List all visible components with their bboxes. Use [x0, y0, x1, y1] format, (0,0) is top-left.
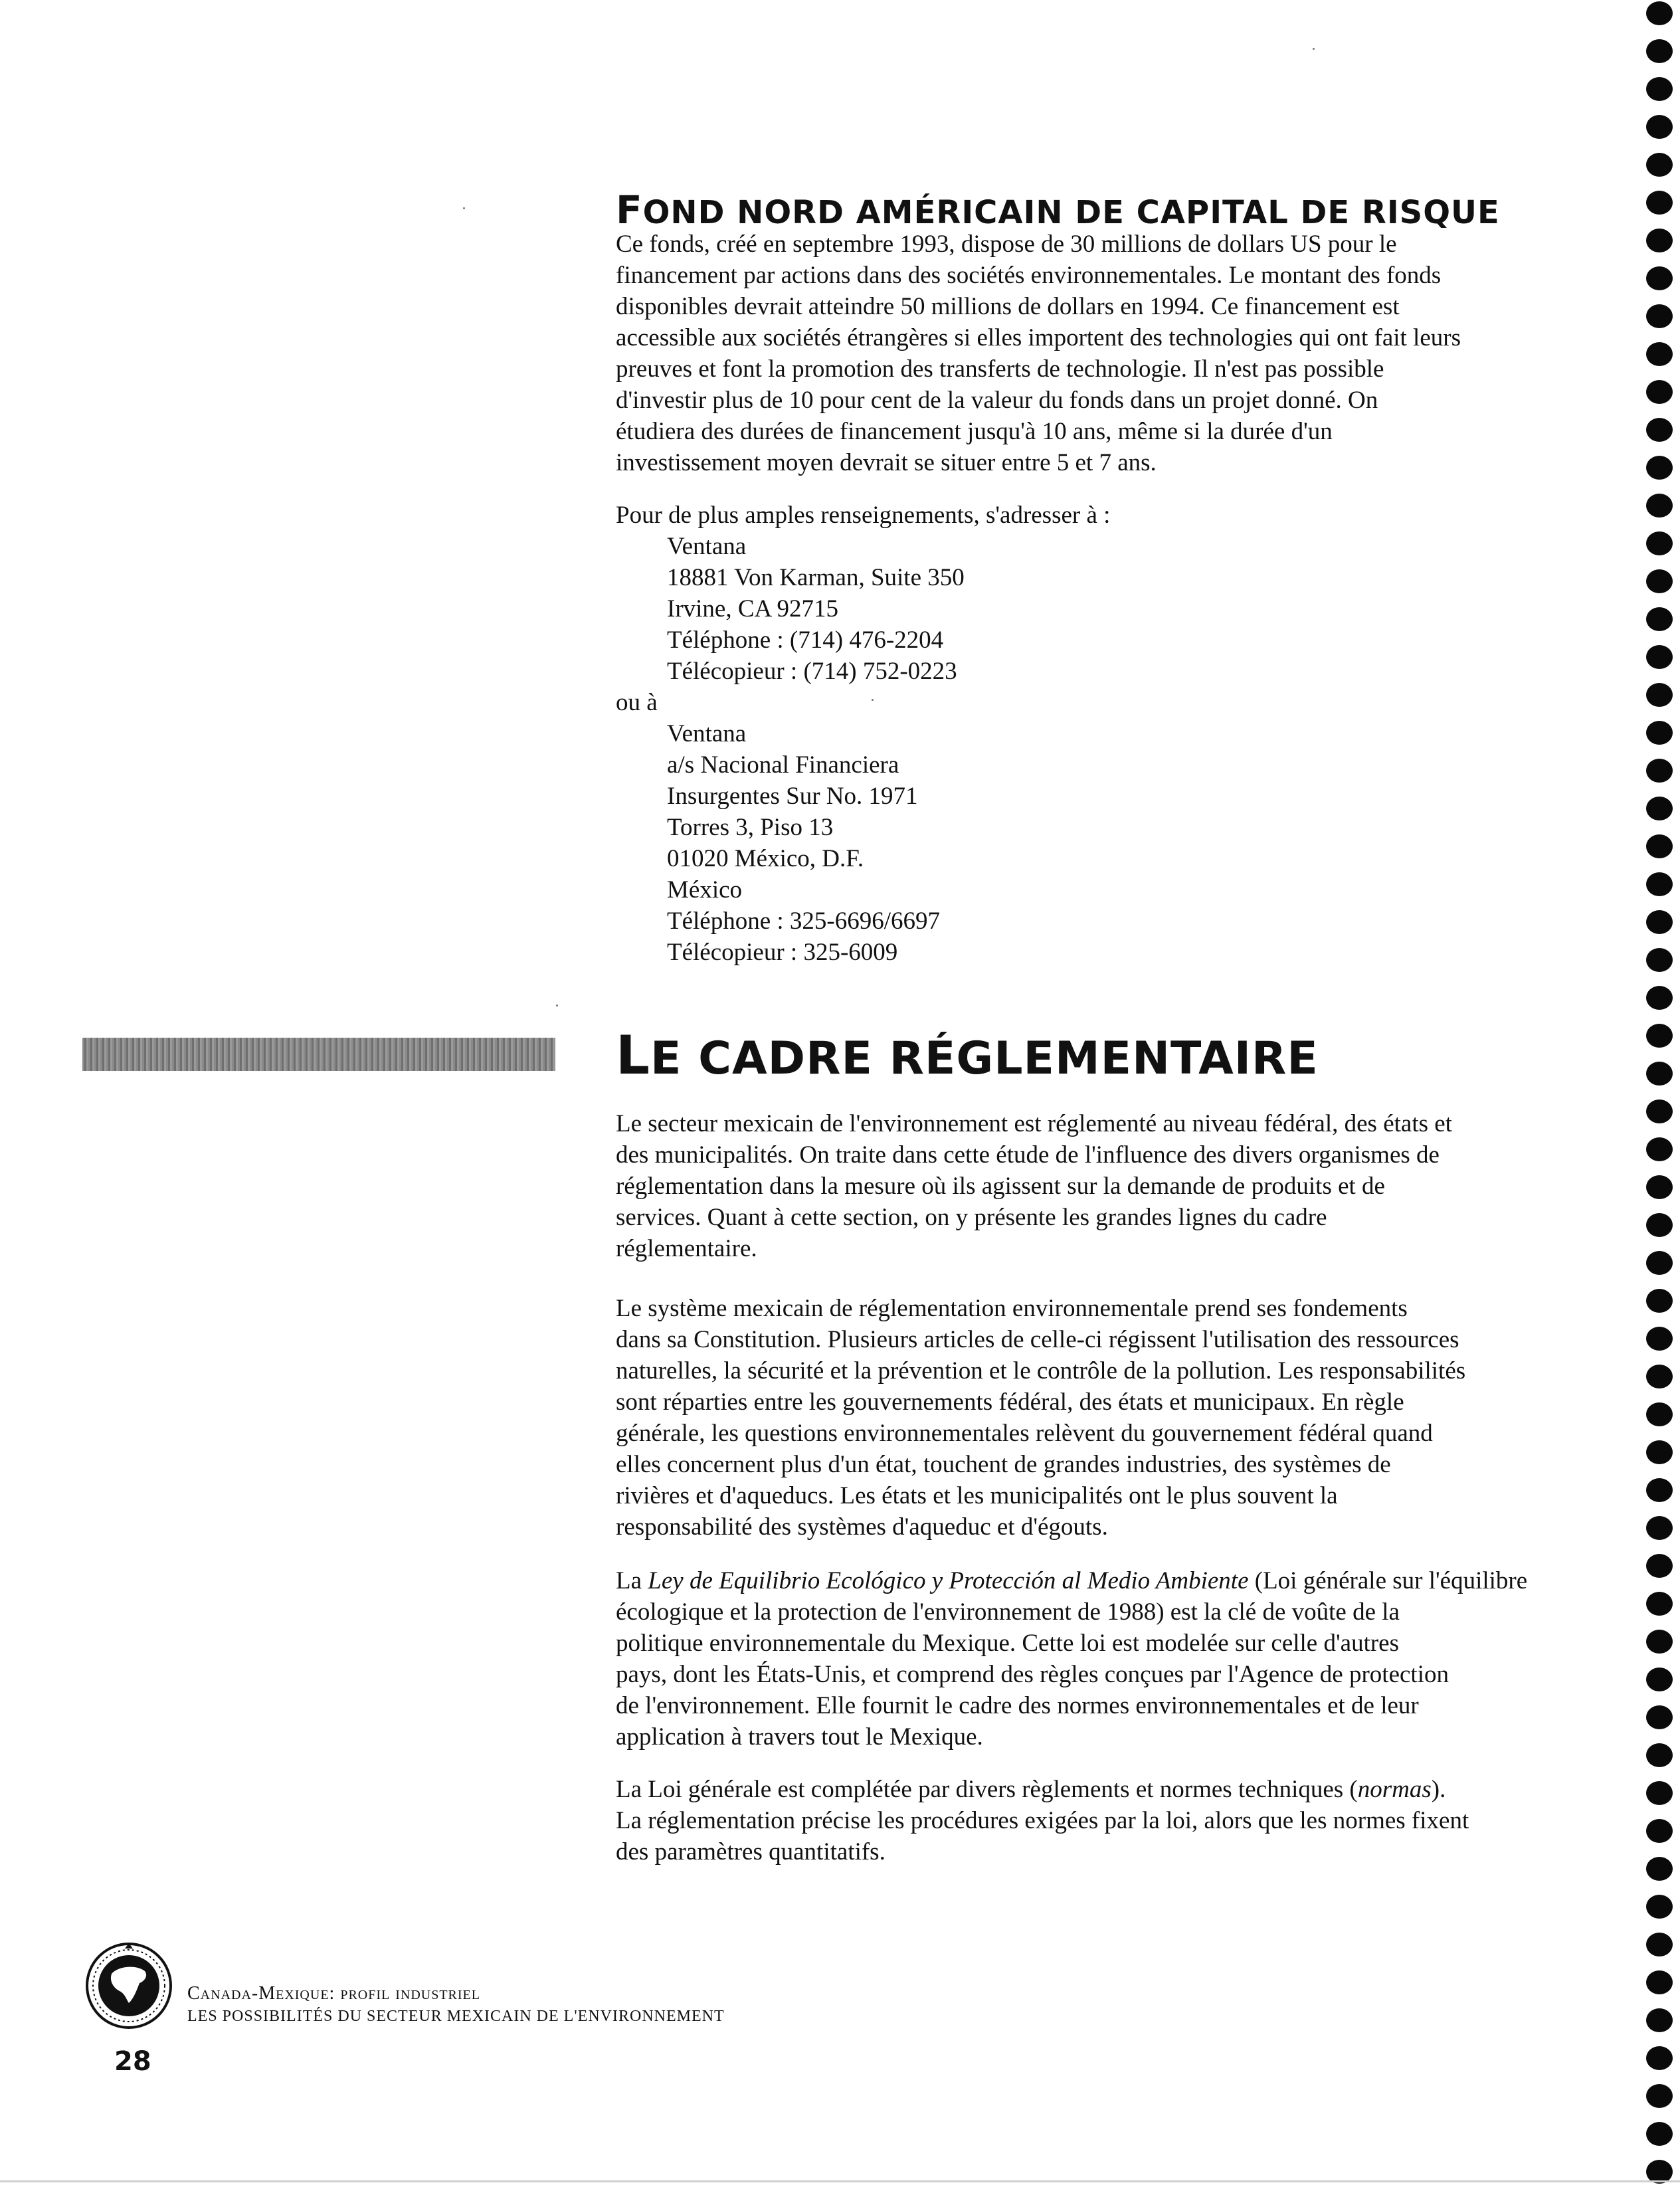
binding-hole — [1646, 1251, 1673, 1275]
binding-hole — [1646, 683, 1673, 707]
binding-hole — [1646, 266, 1673, 290]
regulatory-paragraph-1: Le secteur mexicain de l'environnement est réglementé au niveau fédéral, des états et des municipalités. On traite dans cette étude de l'influence des divers organismes de réglementation dans la mesure où ils agissent sur la demande de produits et de services. Quant à cette section, on y présente les grandes lignes du cadre réglementaire. — [616, 1110, 1452, 1262]
binding-hole — [1646, 115, 1673, 139]
binding-hole — [1646, 1062, 1673, 1086]
binding-hole — [1646, 153, 1673, 177]
binding-hole — [1646, 77, 1673, 101]
binding-hole — [1646, 1743, 1673, 1767]
binding-hole — [1646, 418, 1673, 442]
footer-subtitle: LES POSSIBILITÉS DU SECTEUR MEXICAIN DE L'ENVIRONNEMENT — [187, 2008, 725, 2025]
binding-hole — [1646, 797, 1673, 820]
north-america-logo-icon — [85, 1942, 173, 2030]
normas-term: normas — [1357, 1776, 1432, 1803]
binding-hole — [1646, 494, 1673, 518]
binding-hole — [1646, 645, 1673, 669]
binding-hole — [1646, 1592, 1673, 1616]
binding-hole — [1646, 1289, 1673, 1313]
binding-hole — [1646, 456, 1673, 480]
binding-hole — [1646, 380, 1673, 404]
regulatory-paragraph-3: La Ley de Equilibrio Ecológico y Protección al Medio Ambiente (Loi générale sur l'équilibre écologique et la protection de l'environnement de 1988) est la clé de voûte de la politique environnementale du Mexique. Cette loi est modelée sur celle d'autres pays, dont les États-Unis, et comprend des règles conçues par l'Agence de protection de l'environnement. Elle fournit le cadre des normes environnementales et de leur application à travers tout le Mexique. — [616, 1567, 1528, 1751]
binding-hole — [1646, 1895, 1673, 1919]
scan-speck — [1313, 48, 1315, 50]
scan-speck — [463, 207, 465, 209]
spiral-binding-holes — [1646, 0, 1673, 2195]
binding-hole — [1646, 1137, 1673, 1161]
or-text: ou à — [616, 689, 658, 716]
binding-hole — [1646, 2122, 1673, 2146]
binding-hole — [1646, 2084, 1673, 2108]
scan-speck — [872, 699, 874, 701]
binding-hole — [1646, 1970, 1673, 1994]
binding-hole — [1646, 1402, 1673, 1426]
binding-hole — [1646, 1668, 1673, 1691]
binding-hole — [1646, 1, 1673, 25]
regulatory-paragraph-2: Le système mexicain de réglementation environnementale prend ses fondements dans sa Constitution. Plusieurs articles de celle-ci régissent l'utilisation des ressources naturelles, la sécurité et la prévention et le contrôle de la pollution. Les responsabilités sont réparties entre les gouvernements fédéral, des états et municipaux. En règle générale, les questions environnementales relèvent du gouvernement fédéral quand elles concernent plus d'un état, touchent de grandes industries, des systèmes de rivières et d'aqueducs. Les états et les municipalités ont le plus souvent la responsabilité des systèmes d'aqueduc et d'égouts. — [616, 1295, 1466, 1541]
binding-hole — [1646, 1781, 1673, 1805]
binding-hole — [1646, 1327, 1673, 1351]
binding-hole — [1646, 607, 1673, 631]
binding-hole — [1646, 910, 1673, 934]
binding-hole — [1646, 304, 1673, 328]
contact-intro: Pour de plus amples renseignements, s'adresser à : — [616, 502, 1111, 529]
binding-hole — [1646, 1819, 1673, 1843]
binding-hole — [1646, 759, 1673, 783]
binding-hole — [1646, 986, 1673, 1010]
binding-hole — [1646, 342, 1673, 366]
law-title: Ley de Equilibrio Ecológico y Protección al Medio Ambiente — [648, 1567, 1249, 1594]
binding-hole — [1646, 1478, 1673, 1502]
binding-hole — [1646, 2046, 1673, 2070]
binding-hole — [1646, 531, 1673, 555]
binding-hole — [1646, 872, 1673, 896]
binding-hole — [1646, 1365, 1673, 1388]
binding-hole — [1646, 39, 1673, 63]
binding-hole — [1646, 721, 1673, 745]
binding-hole — [1646, 569, 1673, 593]
binding-hole — [1646, 2008, 1673, 2032]
binding-hole — [1646, 948, 1673, 972]
binding-hole — [1646, 1213, 1673, 1237]
section-marker-bar — [82, 1038, 555, 1071]
binding-hole — [1646, 1175, 1673, 1199]
address-mexico: Ventana a/s Nacional Financiera Insurgentes Sur No. 1971 Torres 3, Piso 13 01020 México, D.F. México Téléphone : 325-6696/6697 Télécopieur : 325-6009 — [667, 720, 941, 966]
binding-hole — [1646, 1630, 1673, 1654]
fund-paragraph: Ce fonds, créé en septembre 1993, dispose de 30 millions de dollars US pour le financement par actions dans des sociétés environnementales. Le montant des fonds disponibles devrait atteindre 50 millions de dollars en 1994. Ce financement est accessible aux sociétés étrangères si elles importent des technologies qui ont fait leurs preuves et font la promotion des transferts de technologie. Il n'est pas possible d'investir plus de 10 pour cent de la valeur du fonds dans un projet donné. On étudiera des durées de financement jusqu'à 10 ans, même si la durée d'un investissement moyen devrait se situer entre 5 et 7 ans. — [616, 231, 1461, 476]
binding-hole — [1646, 1099, 1673, 1123]
binding-hole — [1646, 1857, 1673, 1881]
section-heading-regulatory: LE CADRE RÉGLEMENTAIRE — [616, 1024, 1319, 1086]
scan-speck — [556, 1004, 558, 1006]
scan-bottom-edge — [0, 2180, 1680, 2182]
section-heading-fund: FOND NORD AMÉRICAIN DE CAPITAL DE RISQUE — [616, 187, 1500, 233]
binding-hole — [1646, 1554, 1673, 1578]
binding-hole — [1646, 1024, 1673, 1048]
binding-hole — [1646, 834, 1673, 858]
binding-hole — [1646, 1933, 1673, 1956]
binding-hole — [1646, 1440, 1673, 1464]
page-number: 28 — [114, 2046, 151, 2077]
binding-hole — [1646, 191, 1673, 215]
address-irvine: Ventana 18881 Von Karman, Suite 350 Irvine, CA 92715 Téléphone : (714) 476-2204 Télécopieur : (714) 752-0223 — [667, 533, 965, 685]
binding-hole — [1646, 229, 1673, 252]
regulatory-paragraph-4: La Loi générale est complétée par divers règlements et normes techniques (normas). La réglementation précise les procédures exigées par la loi, alors que les normes fixent des paramètres quantitatifs. — [616, 1776, 1469, 1865]
binding-hole — [1646, 1705, 1673, 1729]
binding-hole — [1646, 1516, 1673, 1540]
footer-title: Canada-Mexique: profil industriel — [187, 1983, 480, 2004]
